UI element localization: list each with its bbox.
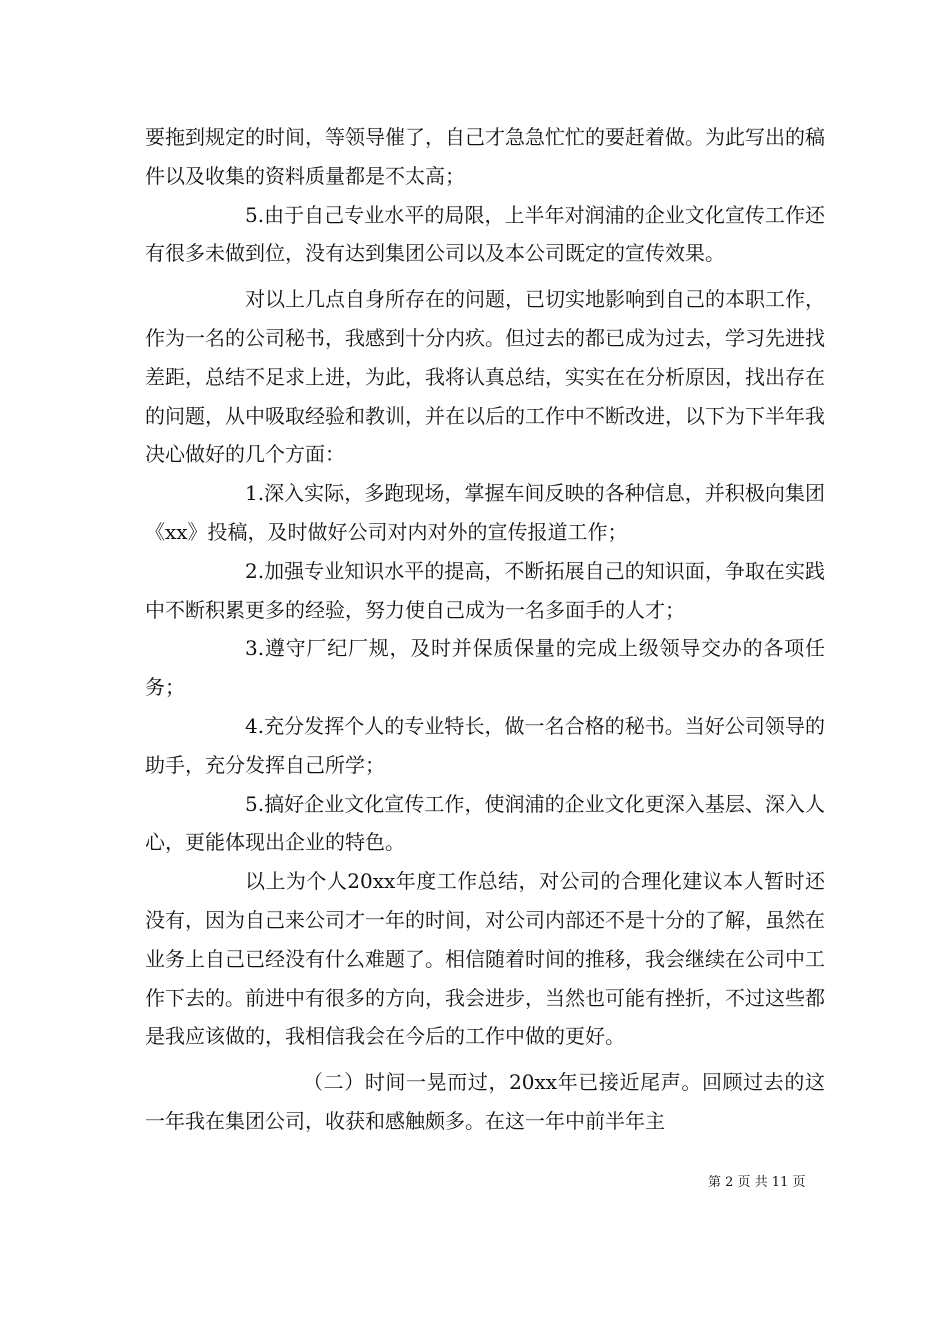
paragraph-plan-item-3: 3.遵守厂纪厂规，及时并保质保量的完成上级领导交办的各项任务； (145, 636, 825, 700)
document-body (145, 118, 825, 1141)
paragraph-section-two: （二）时间一晃而过，20xx年已接近尾声。回顾过去的这一年我在集团公司，收获和感触颇多。在这一年中前半年主 (145, 1070, 825, 1133)
paragraph-item-5-problem: 5.由于自己专业水平的局限，上半年对润浦的企业文化宣传工作还有很多未做到位，没有达到集团公司以及本公司既定的宣传效果。 (145, 202, 825, 266)
paragraph-summary: 以上为个人20xx年度工作总结，对公司的合理化建议本人暂时还没有，因为自己来公司才一年的时间，对公司内部还不是十分的了解，虽然在业务上自己已经没有什么难题了。相信随着时间的推移，我会继续在公司中工作下去的。前进中有很多的方向，我会进步，当然也可能有挫折，不过这些都是我应该做的，我相信我会在今后的工作中做的更好。 (145, 869, 825, 1049)
paragraph-plan-item-5: 5.搞好企业文化宣传工作，使润浦的企业文化更深入基层、深入人心，更能体现出企业的特色。 (145, 791, 825, 855)
paragraph-reflection: 对以上几点自身所存在的问题，已切实地影响到自己的本职工作，作为一名的公司秘书，我感到十分内疚。但过去的都已成为过去，学习先进找差距，总结不足求上进，为此，我将认真总结，实实在在分析原因，找出存在的问题，从中吸取经验和教训，并在以后的工作中不断改进，以下为下半年我决心做好的几个方面： (145, 287, 825, 467)
paragraph-continuation: 要拖到规定的时间，等领导催了，自己才急急忙忙的要赶着做。为此写出的稿件以及收集的资料质量都是不太高； (145, 125, 825, 188)
paragraph-plan-item-2: 2.加强专业知识水平的提高，不断拓展自己的知识面，争取在实践中不断积累更多的经验，努力使自己成为一名多面手的人才； (145, 558, 825, 622)
paragraph-plan-item-1: 1.深入实际，多跑现场，掌握车间反映的各种信息，并积极向集团《xx》投稿，及时做好公司对内对外的宣传报道工作； (145, 481, 825, 544)
paragraph-plan-item-4: 4.充分发挥个人的专业特长，做一名合格的秘书。当好公司领导的助手，充分发挥自己所学； (145, 713, 825, 777)
page-number-footer: 第 2 页 共 11 页 (708, 1175, 806, 1190)
